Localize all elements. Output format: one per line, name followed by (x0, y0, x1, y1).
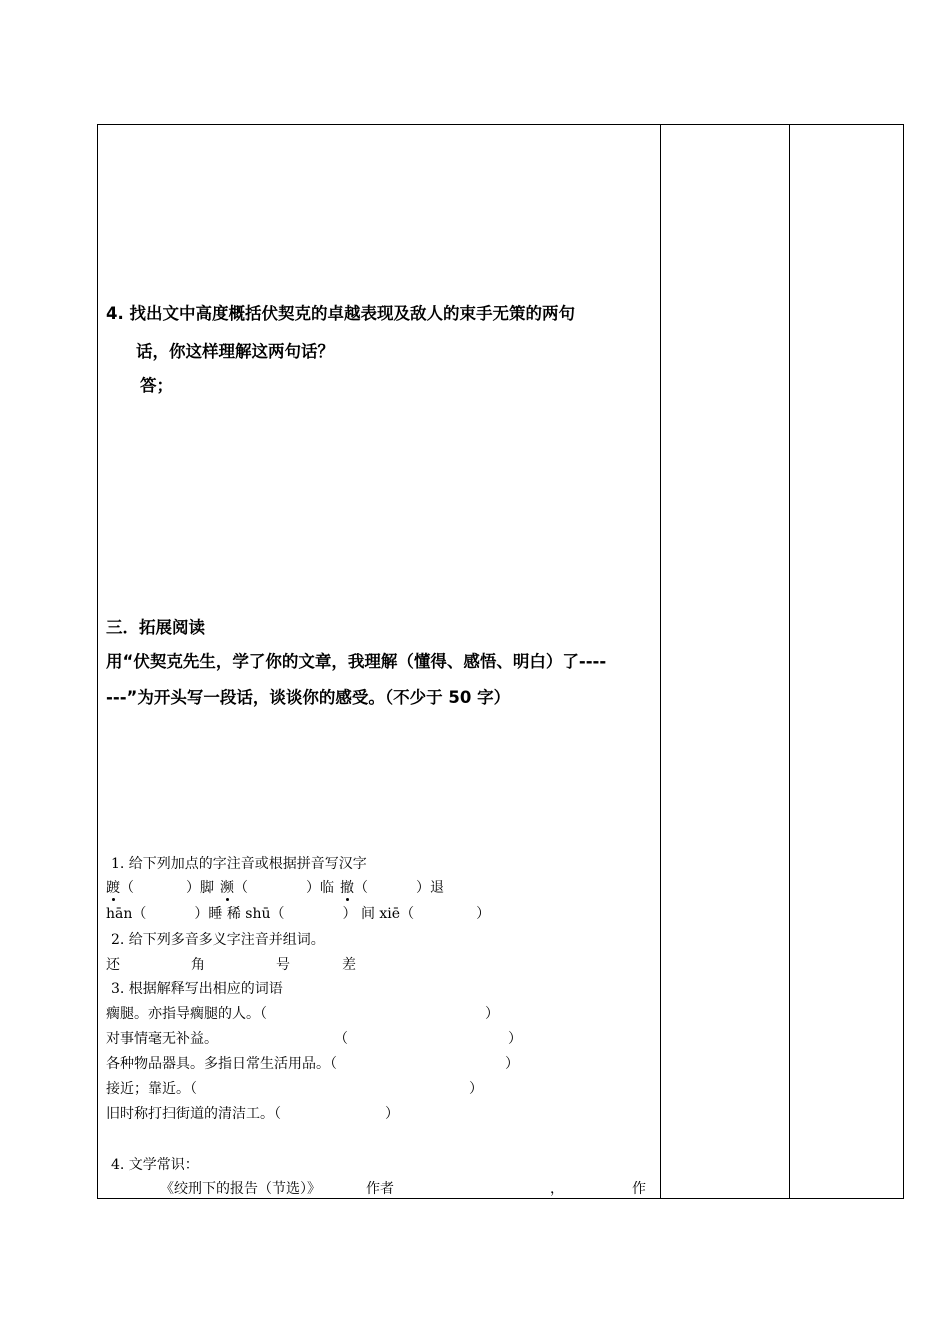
column-divider-2 (789, 125, 790, 1198)
exercise-3-item-3: 各种物品器具。多指日常生活用品。（ ） (106, 1056, 519, 1072)
exercise-3-heading: 3. 根据解释写出相应的词语 (111, 981, 283, 997)
exercise-2-char-4: 差 (342, 957, 356, 973)
exercise-4-author-label: 作者 (366, 1181, 394, 1197)
dotted-char: 撤 (340, 877, 354, 897)
section-3-heading: 三．拓展阅读 (106, 618, 205, 637)
question-4-line-2: 话，你这样理解这两句话？ (136, 342, 334, 361)
exercise-1-row-2: hān（ ）睡 稀 shū（ ） 间 xiē（ ） (106, 906, 491, 922)
dotted-char: 濒 (220, 877, 234, 897)
exercise-4-tail: 作 (632, 1181, 646, 1197)
exercise-3-item-5: 旧时称打扫街道的清洁工。（ ） (106, 1106, 399, 1122)
exercise-2-char-2: 角 (191, 957, 205, 973)
exercise-2-char-1: 还 (106, 957, 120, 973)
exercise-4-title: 《绞刑下的报告（节选）》 (160, 1181, 321, 1197)
exercise-4-heading: 4. 文学常识： (111, 1157, 199, 1173)
section-3-prompt-line-1: 用“伏契克先生，学了你的文章，我理解（懂得、感悟、明白）了---- (106, 652, 607, 671)
exercise-1-heading: 1. 给下列加点的字注音或根据拼音写汉字 (111, 856, 367, 872)
dotted-char: 踱 (106, 877, 120, 897)
column-divider-1 (660, 125, 661, 1198)
section-3-prompt-line-2: ---”为开头写一段话，谈谈你的感受。（不少于 50 字） (106, 688, 511, 707)
exercise-2-char-3: 号 (276, 957, 290, 973)
exercise-1-row-1: 踱（ ）脚 濒（ ）临 撤（ ）退 (106, 877, 444, 897)
exercise-3-item-4: 接近；靠近。（ ） (106, 1081, 483, 1097)
exercise-3-item-1: 瘸腿。亦指导瘸腿的人。（ ） (106, 1006, 499, 1022)
question-4-line-1: 4. 找出文中高度概括伏契克的卓越表现及敌人的束手无策的两句 (106, 304, 575, 323)
exercise-3-item-2: 对事情毫无补益。 （ ） (106, 1031, 522, 1047)
exercise-2-heading: 2. 给下列多音多义字注音并组词。 (111, 932, 325, 948)
question-4-answer-label: 答； (140, 376, 173, 395)
exercise-4-comma: ， (550, 1181, 564, 1197)
